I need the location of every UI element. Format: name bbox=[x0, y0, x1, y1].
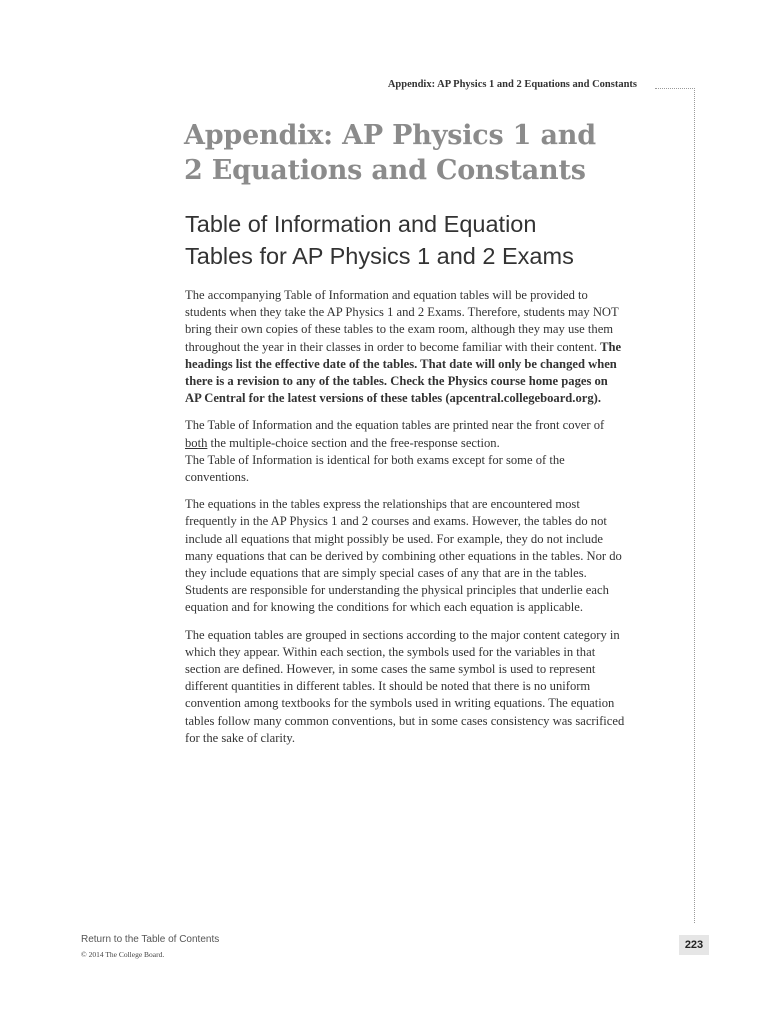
paragraph-2-before: The Table of Information and the equation tables are printed near the front cover of bbox=[185, 418, 605, 433]
paragraph-2 bbox=[185, 417, 625, 486]
margin-rule-top bbox=[655, 88, 695, 89]
subtitle-line2: Tables for AP Physics 1 and 2 Exams bbox=[185, 243, 574, 269]
toc-link[interactable]: Return to the Table of Contents bbox=[81, 934, 220, 945]
paragraph-2-after: the multiple-choice section and the free-response section. bbox=[207, 435, 500, 450]
paragraph-1-text: The accompanying Table of Information and equation tables will be provided to students when they take the AP Physics 1 and 2 Exams. Therefore, students may NOT bring their own copies of these tables to the exam room, although they may use them throughout the year in their classes in order to become familiar with their content. bbox=[185, 288, 619, 354]
paragraph-2-underlined: both bbox=[185, 435, 208, 450]
margin-rule-right bbox=[694, 88, 695, 923]
subtitle-line1: Table of Information and Equation bbox=[185, 211, 537, 237]
running-header: Appendix: AP Physics 1 and 2 Equations and Constants bbox=[387, 79, 637, 90]
page-number: 223 bbox=[679, 935, 709, 955]
page-title-line1: Appendix: AP Physics 1 and bbox=[184, 120, 596, 151]
page-title bbox=[184, 118, 654, 188]
page-title-line2: 2 Equations and Constants bbox=[184, 155, 586, 186]
body-text bbox=[185, 287, 625, 757]
paragraph-4: The equation tables are grouped in sections according to the major content category in which they appear. Within each section, the symbols used for the variables in that section are defined. However, in some cases the same symbol is used to represent different quantities in different tables. It should be noted that there is no uniform convention among textbooks for the symbols used in writing equations. The equation tables follow many common conventions, but in some cases consistency was sacrificed for the sake of clarity. bbox=[185, 627, 625, 745]
paragraph-3: The equations in the tables express the relationships that are encountered most frequently in the AP Physics 1 and 2 courses and exams. However, the tables do not include all equations that might possibly be used. For example, they do not include many equations that can be derived by combining other equations in the tables. Nor do they include equations that are simply special cases of any that are in the tables. Students are responsible for understanding the physical principles that underlie each equation and for knowing the conditions for which each equation is applicable. bbox=[185, 497, 622, 615]
paragraph-1 bbox=[185, 287, 625, 407]
paragraph-1-bold: The headings list the effective date of the tables. That date will only be changed when there is a revision to any of the tables. Check the Physics course home pages on AP Central for the latest versions of these tables (apcentral.collegeboard.org). bbox=[185, 339, 622, 406]
copyright: © 2014 The College Board. bbox=[81, 950, 165, 959]
paragraph-2-line2: The Table of Information is identical for both exams except for some of the conventions. bbox=[185, 452, 565, 485]
section-subtitle bbox=[185, 208, 655, 272]
